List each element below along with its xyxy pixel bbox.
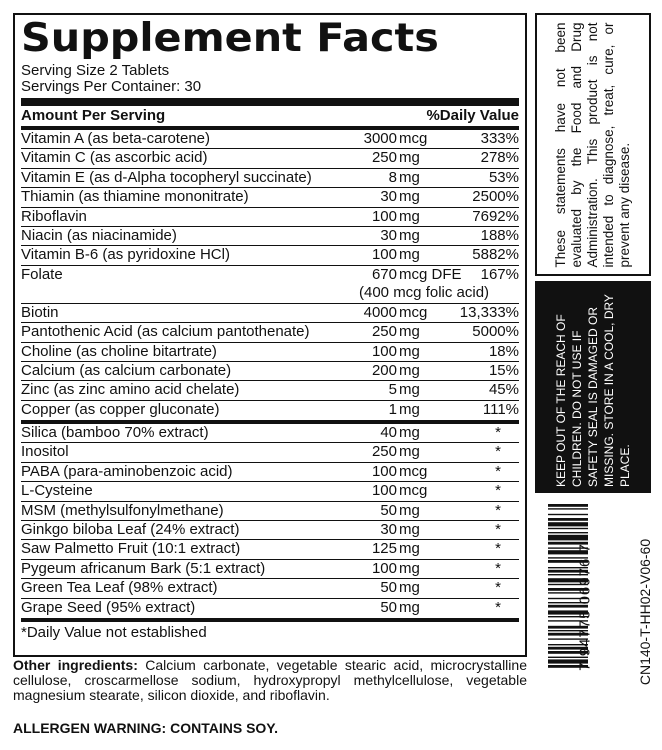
serving-size: Serving Size 2 Tablets xyxy=(21,62,170,79)
nutrient-unit: mcg xyxy=(399,482,428,500)
nutrient-name: Vitamin E (as d-Alpha tocopheryl succinate) xyxy=(21,168,312,186)
nutrient-row xyxy=(21,362,519,381)
panel-title: Supplement Facts xyxy=(21,16,439,61)
nutrient-unit: mg xyxy=(399,226,420,244)
nutrient-row xyxy=(21,443,519,462)
nutrient-unit: mg xyxy=(399,598,420,616)
column-header xyxy=(21,106,519,126)
nutrient-unit: mg xyxy=(399,168,420,186)
nutrient-dv: 5882% xyxy=(472,246,519,264)
nutrient-amount: 100 xyxy=(371,559,397,577)
nutrient-dv: * xyxy=(495,540,501,558)
nutrient-dv: 18% xyxy=(488,342,519,360)
nutrient-name: Vitamin B-6 (as pyridoxine HCl) xyxy=(21,246,230,264)
nutrient-row xyxy=(21,304,519,323)
nutrient-name: Vitamin C (as ascorbic acid) xyxy=(21,149,208,167)
vitamin-list xyxy=(21,130,519,266)
footnote: *Daily Value not established xyxy=(21,623,207,641)
other-ingredients-label: Other ingredients: xyxy=(13,657,138,673)
other-ingredients-text: Calcium carbonate, vegetable stearic acid, microcrystalline cellulose, croscarmellose sodium, hydroxypropyl methylcellulose, vegetable magnesium stearate, silicon dioxide, and riboflavin. xyxy=(13,657,527,703)
other-ingredients-list xyxy=(21,424,519,618)
daily-value-header: %Daily Value xyxy=(426,107,519,124)
nutrient-name: PABA (para-aminobenzoic acid) xyxy=(21,462,233,480)
product-code: CN140-T-HH02-V06-60 xyxy=(637,538,653,686)
nutrient-row xyxy=(21,343,519,362)
nutrient-amount: 250 xyxy=(371,149,397,167)
nutrient-name: Pantothenic Acid (as calcium pantothenate) xyxy=(21,323,310,341)
nutrient-amount: 100 xyxy=(371,207,397,225)
nutrient-dv: * xyxy=(495,521,501,539)
nutrient-dv: 188% xyxy=(480,226,519,244)
nutrient-name: Copper (as copper gluconate) xyxy=(21,400,220,418)
nutrient-row xyxy=(21,560,519,579)
nutrient-unit: mg xyxy=(399,559,420,577)
nutrient-row xyxy=(21,502,519,521)
nutrient-dv: * xyxy=(495,501,501,519)
nutrient-row xyxy=(21,424,519,443)
nutrient-row xyxy=(21,227,519,246)
nutrient-amount: 4000 xyxy=(363,303,397,321)
amount-per-serving-header: Amount Per Serving xyxy=(21,107,166,124)
nutrient-amount: 100 xyxy=(371,462,397,480)
nutrient-row xyxy=(21,130,519,149)
nutrient-amount: 125 xyxy=(371,540,397,558)
nutrient-name: Inositol xyxy=(21,443,69,461)
nutrient-dv: * xyxy=(495,462,501,480)
thick-divider xyxy=(21,98,519,106)
nutrient-unit: mg xyxy=(399,381,420,399)
nutrient-name: L-Cysteine xyxy=(21,482,93,500)
nutrient-name: Choline (as choline bitartrate) xyxy=(21,342,217,360)
nutrient-amount: 250 xyxy=(371,323,397,341)
nutrient-unit: mg xyxy=(399,188,420,206)
nutrient-unit: mg xyxy=(399,207,420,225)
nutrient-unit: mg xyxy=(399,521,420,539)
nutrient-row xyxy=(21,381,519,400)
nutrient-dv: 111% xyxy=(482,400,519,418)
nutrient-unit: mcg DFE xyxy=(399,265,462,283)
nutrient-name: Saw Palmetto Fruit (10:1 extract) xyxy=(21,540,241,558)
nutrient-row xyxy=(21,579,519,598)
nutrient-amount: 670 xyxy=(371,265,397,283)
safety-warning: KEEP OUT OF THE REACH OF CHILDREN. DO NOT USE IF SAFETY SEAL IS DAMAGED OR MISSING. STORE IN A COOL, DRY PLACE. xyxy=(554,294,632,487)
vitamin-list-2 xyxy=(21,304,519,420)
nutrient-dv: * xyxy=(495,559,501,577)
supplement-facts-panel xyxy=(13,13,527,657)
nutrient-amount: 250 xyxy=(371,443,397,461)
barcode-number: 7 94775 06976 7 xyxy=(576,543,594,671)
fda-statement: These statements have not been evaluated by the Food and Drug Administration. This product is not intended to diagnose, treat, cure, or prevent any disease. xyxy=(553,22,632,267)
nutrient-amount: 30 xyxy=(380,521,397,539)
other-ingredients xyxy=(13,658,527,703)
nutrient-unit: mcg xyxy=(399,462,428,480)
nutrient-amount: 8 xyxy=(388,168,397,186)
nutrient-amount: 50 xyxy=(380,501,397,519)
folate-sub: (400 mcg folic acid) xyxy=(359,283,490,301)
nutrient-dv: 167% xyxy=(480,265,519,283)
nutrient-dv: 53% xyxy=(488,168,519,186)
nutrient-unit: mg xyxy=(399,443,420,461)
nutrient-row xyxy=(21,540,519,559)
nutrient-unit: mg xyxy=(399,361,420,379)
nutrient-unit: mg xyxy=(399,246,420,264)
nutrient-unit: mcg xyxy=(399,303,428,321)
nutrient-name: Pygeum africanum Bark (5:1 extract) xyxy=(21,559,266,577)
nutrient-dv: 15% xyxy=(488,361,519,379)
nutrient-name: Calcium (as calcium carbonate) xyxy=(21,361,232,379)
nutrient-dv: 7692% xyxy=(472,207,519,225)
servings-per-container: Servings Per Container: 30 xyxy=(21,78,202,95)
nutrient-name: Grape Seed (95% extract) xyxy=(21,598,196,616)
nutrient-name: Niacin (as niacinamide) xyxy=(21,226,177,244)
nutrient-amount: 50 xyxy=(380,579,397,597)
safety-warning-box xyxy=(535,281,651,493)
nutrient-dv: 13,333% xyxy=(459,303,519,321)
nutrient-amount: 100 xyxy=(371,342,397,360)
nutrient-name: MSM (methylsulfonylmethane) xyxy=(21,501,224,519)
nutrient-dv: 45% xyxy=(488,381,519,399)
nutrient-amount: 5 xyxy=(388,381,397,399)
nutrient-amount: 100 xyxy=(371,246,397,264)
nutrient-row xyxy=(21,599,519,618)
nutrient-dv: * xyxy=(495,424,501,442)
nutrient-dv: 333% xyxy=(480,130,519,147)
nutrient-name: Folate xyxy=(21,265,63,283)
fda-statement-box xyxy=(535,13,651,276)
nutrient-row xyxy=(21,149,519,168)
nutrient-name: Biotin xyxy=(21,303,59,321)
nutrient-name: Ginkgo biloba Leaf (24% extract) xyxy=(21,521,240,539)
nutrient-row xyxy=(21,482,519,501)
nutrient-row xyxy=(21,323,519,342)
nutrient-name: Riboflavin xyxy=(21,207,87,225)
nutrient-dv: 278% xyxy=(480,149,519,167)
nutrient-unit: mg xyxy=(399,400,420,418)
nutrient-name: Zinc (as zinc amino acid chelate) xyxy=(21,381,240,399)
nutrient-unit: mg xyxy=(399,540,420,558)
nutrient-amount: 40 xyxy=(380,424,397,442)
nutrient-row xyxy=(21,169,519,188)
nutrient-row xyxy=(21,401,519,420)
allergen-warning: ALLERGEN WARNING: CONTAINS SOY. xyxy=(13,720,278,736)
nutrient-amount: 200 xyxy=(371,361,397,379)
nutrient-unit: mg xyxy=(399,342,420,360)
nutrient-row xyxy=(21,463,519,482)
nutrient-row xyxy=(21,208,519,227)
nutrient-row xyxy=(21,521,519,540)
nutrient-name: Green Tea Leaf (98% extract) xyxy=(21,579,218,597)
nutrient-amount: 50 xyxy=(380,598,397,616)
nutrient-dv: 5000% xyxy=(472,323,519,341)
nutrient-unit: mg xyxy=(399,149,420,167)
nutrient-unit: mcg xyxy=(399,130,428,147)
nutrient-amount: 30 xyxy=(380,226,397,244)
nutrient-amount: 3000 xyxy=(363,130,397,147)
nutrient-unit: mg xyxy=(399,579,420,597)
nutrient-dv: * xyxy=(495,579,501,597)
nutrient-unit: mg xyxy=(399,501,420,519)
nutrient-dv: * xyxy=(495,482,501,500)
nutrient-name: Vitamin A (as beta-carotene) xyxy=(21,130,210,147)
nutrient-name: Silica (bamboo 70% extract) xyxy=(21,424,209,442)
nutrient-unit: mg xyxy=(399,323,420,341)
nutrient-dv: * xyxy=(495,598,501,616)
nutrient-row xyxy=(21,246,519,265)
nutrient-amount: 1 xyxy=(388,400,397,418)
nutrient-dv: * xyxy=(495,443,501,461)
nutrient-unit: mg xyxy=(399,424,420,442)
nutrient-amount: 100 xyxy=(371,482,397,500)
nutrient-row-folate xyxy=(21,266,519,304)
nutrient-row xyxy=(21,188,519,207)
nutrient-amount: 30 xyxy=(380,188,397,206)
nutrient-dv: 2500% xyxy=(472,188,519,206)
nutrient-name: Thiamin (as thiamine mononitrate) xyxy=(21,188,249,206)
